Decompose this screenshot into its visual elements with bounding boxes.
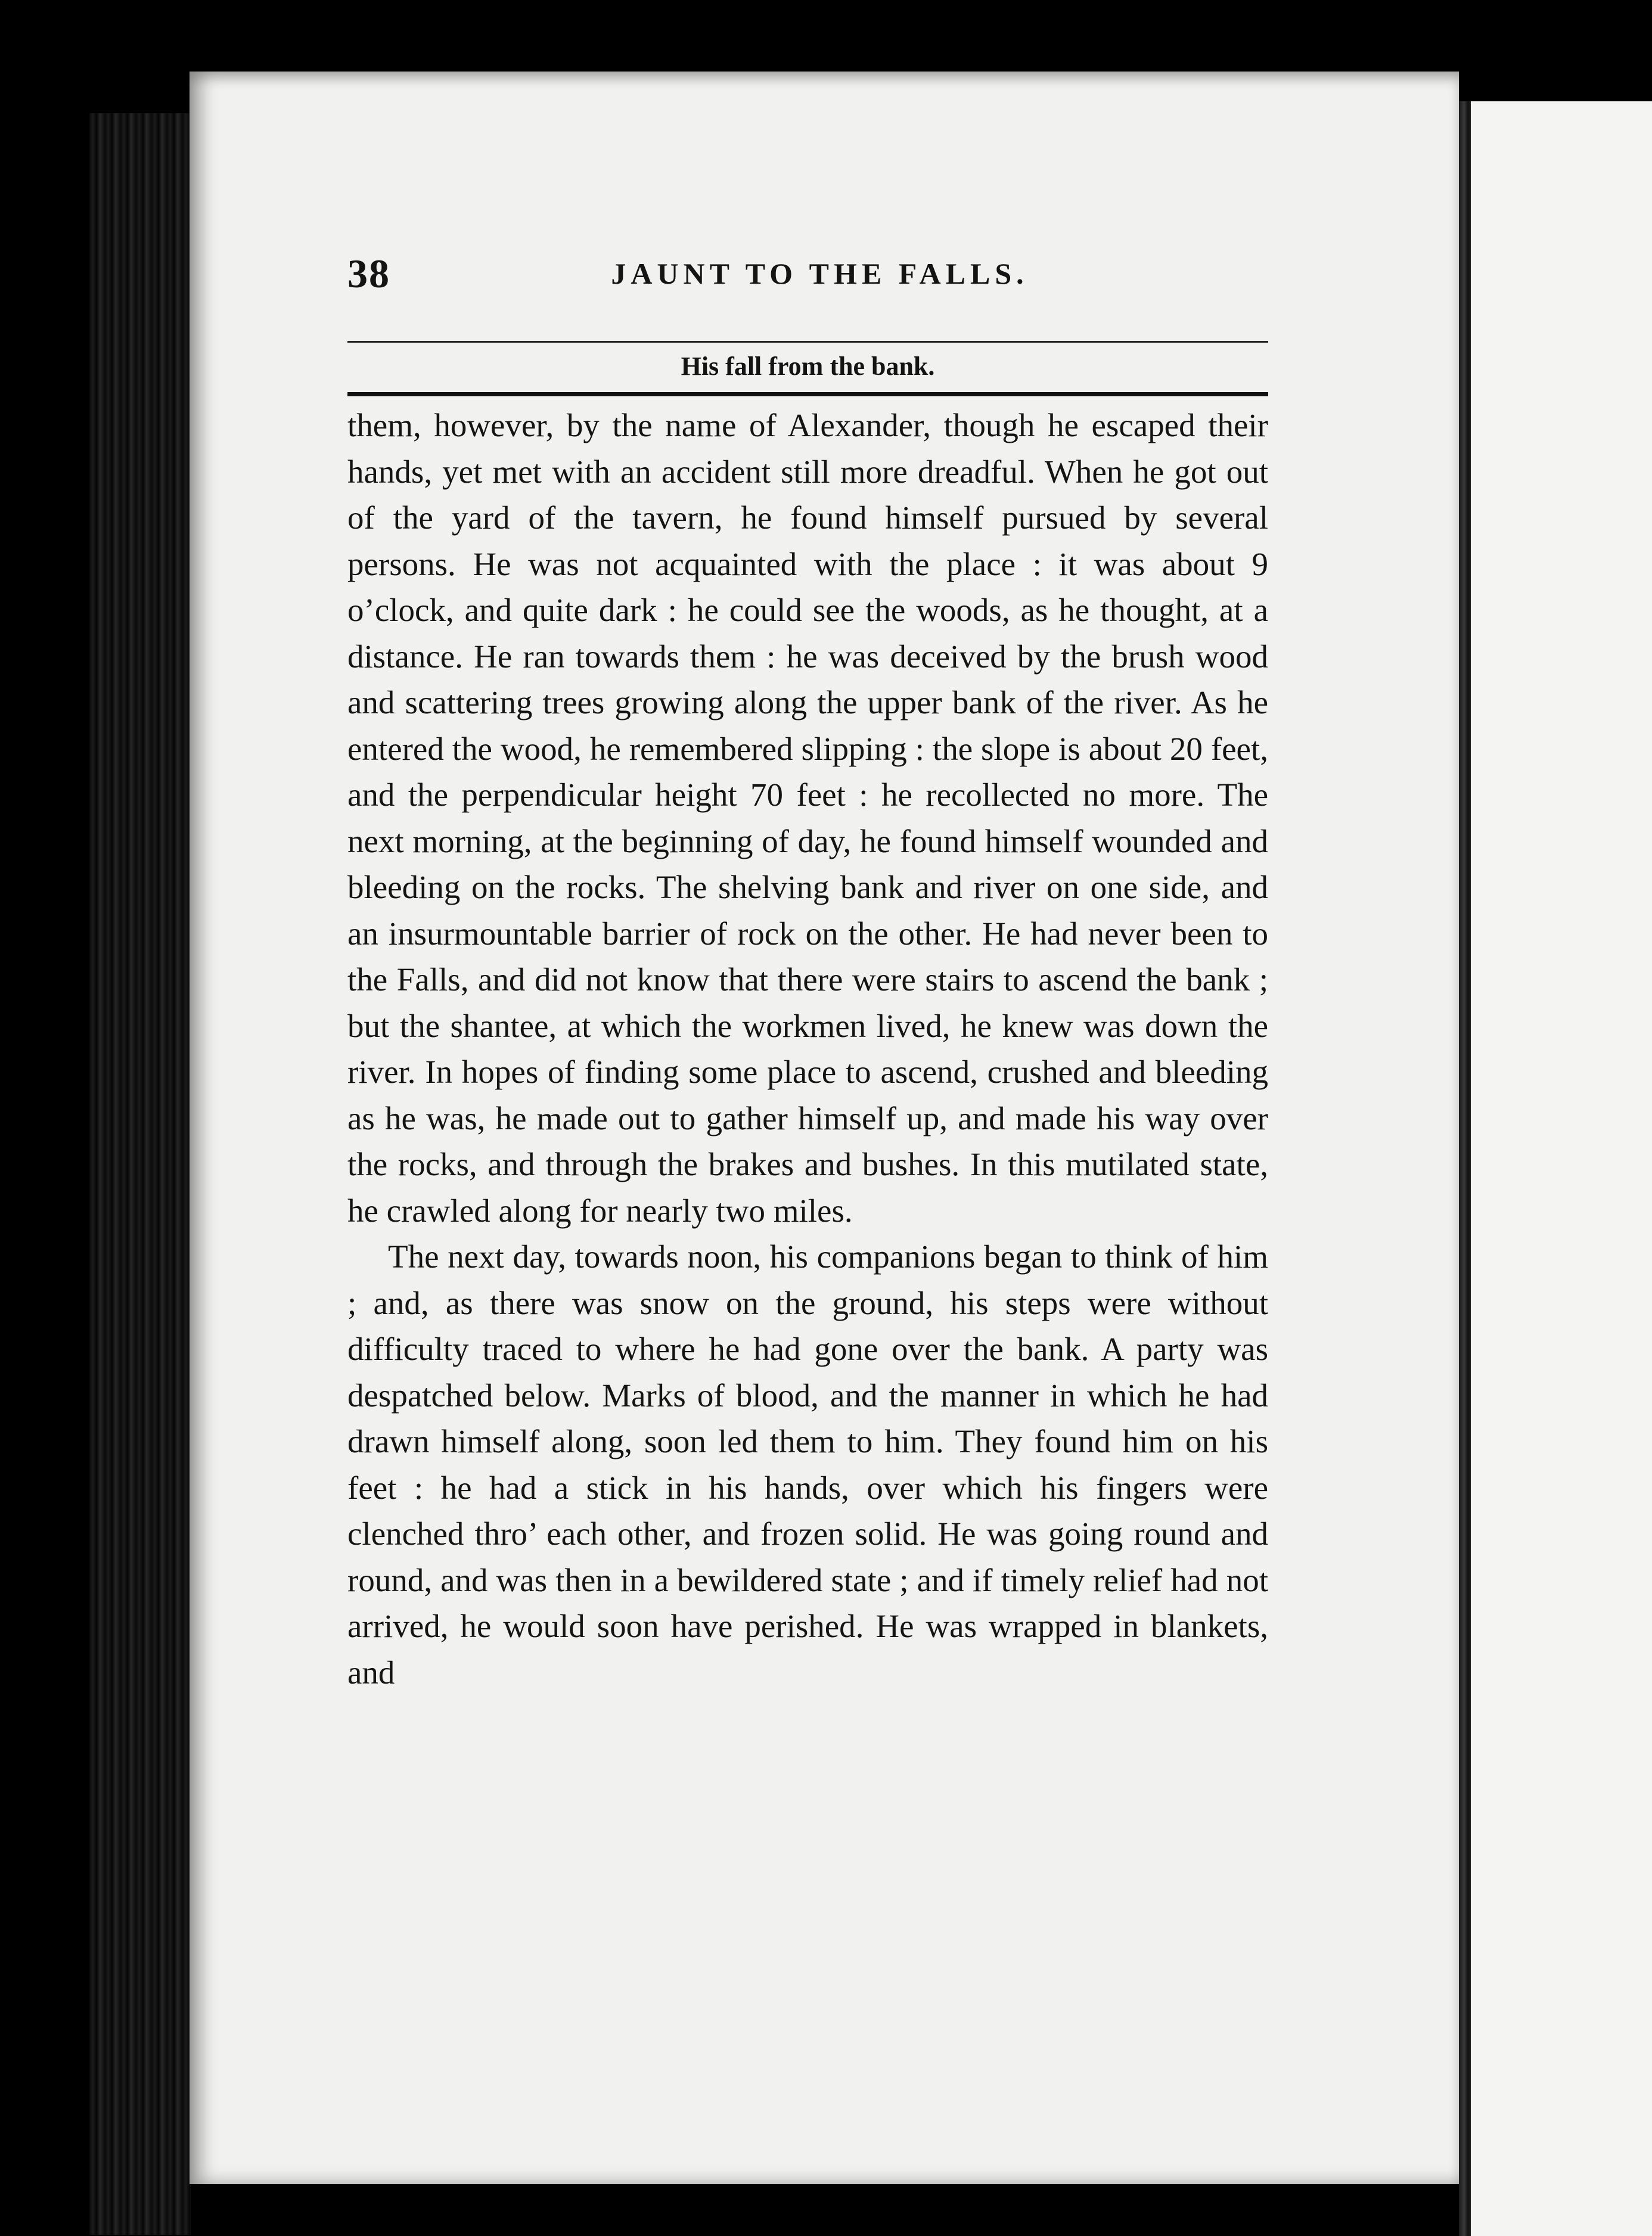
paragraph-2: The next day, towards noon, his companions began to think of him ; and, as there was snow on the ground, his steps were without difficulty traced to where he had gone over the bank. A party was despatched below. Marks of blood, and the manner in which he had drawn himself along, soon led them to him. They found him on his feet : he had a stick in his hands, over which his fingers were clenched thro’ each other, and frozen solid. He was going round and round, and was then in a bewildered state ; and if timely relief had not arrived, he would soon have perished. He was wrapped in blankets, and: [347, 1238, 1268, 1691]
subheading-rule: [347, 392, 1268, 396]
page-content: [347, 250, 1268, 1695]
header-rule: [347, 341, 1268, 343]
facing-page-edge: [1471, 101, 1652, 2236]
book-page: [190, 72, 1459, 2184]
running-title: JAUNT TO THE FALLS.: [611, 257, 1029, 290]
book-binding: [89, 113, 191, 2235]
body-text: [347, 402, 1268, 1695]
section-subheading: His fall from the bank.: [681, 352, 935, 381]
paragraph-1: them, however, by the name of Alexander, though he escaped their hands, yet met with an accident still more dreadful. When he got out of the yard of the tavern, he found himself pursued by several persons. He was not acquainted with the place : it was about 9 o’clock, and quite dark : he could see the woods, as he thought, at a distance. He ran towards them : he was deceived by the brush wood and scattering trees growing along the upper bank of the river. As he entered the wood, he remembered slipping : the slope is about 20 feet, and the perpendicular height 70 feet : he recollected no more. The next morning, at the beginning of day, he found himself wounded and bleeding on the rocks. The shelving bank and river on one side, and an insurmountable barrier of rock on the other. He had never been to the Falls, and did not know that there were stairs to ascend the bank ; but the shantee, at which the workmen lived, he knew was down the river. In hopes of finding some place to ascend, crushed and bleeding as he was, he made out to gather himself up, and made his way over the rocks, and through the brakes and bushes. In this mutilated state, he crawled along for nearly two miles.: [347, 407, 1268, 1229]
running-head: [347, 250, 1268, 322]
page-number: 38: [347, 251, 390, 296]
page-fold: [1459, 101, 1472, 2236]
